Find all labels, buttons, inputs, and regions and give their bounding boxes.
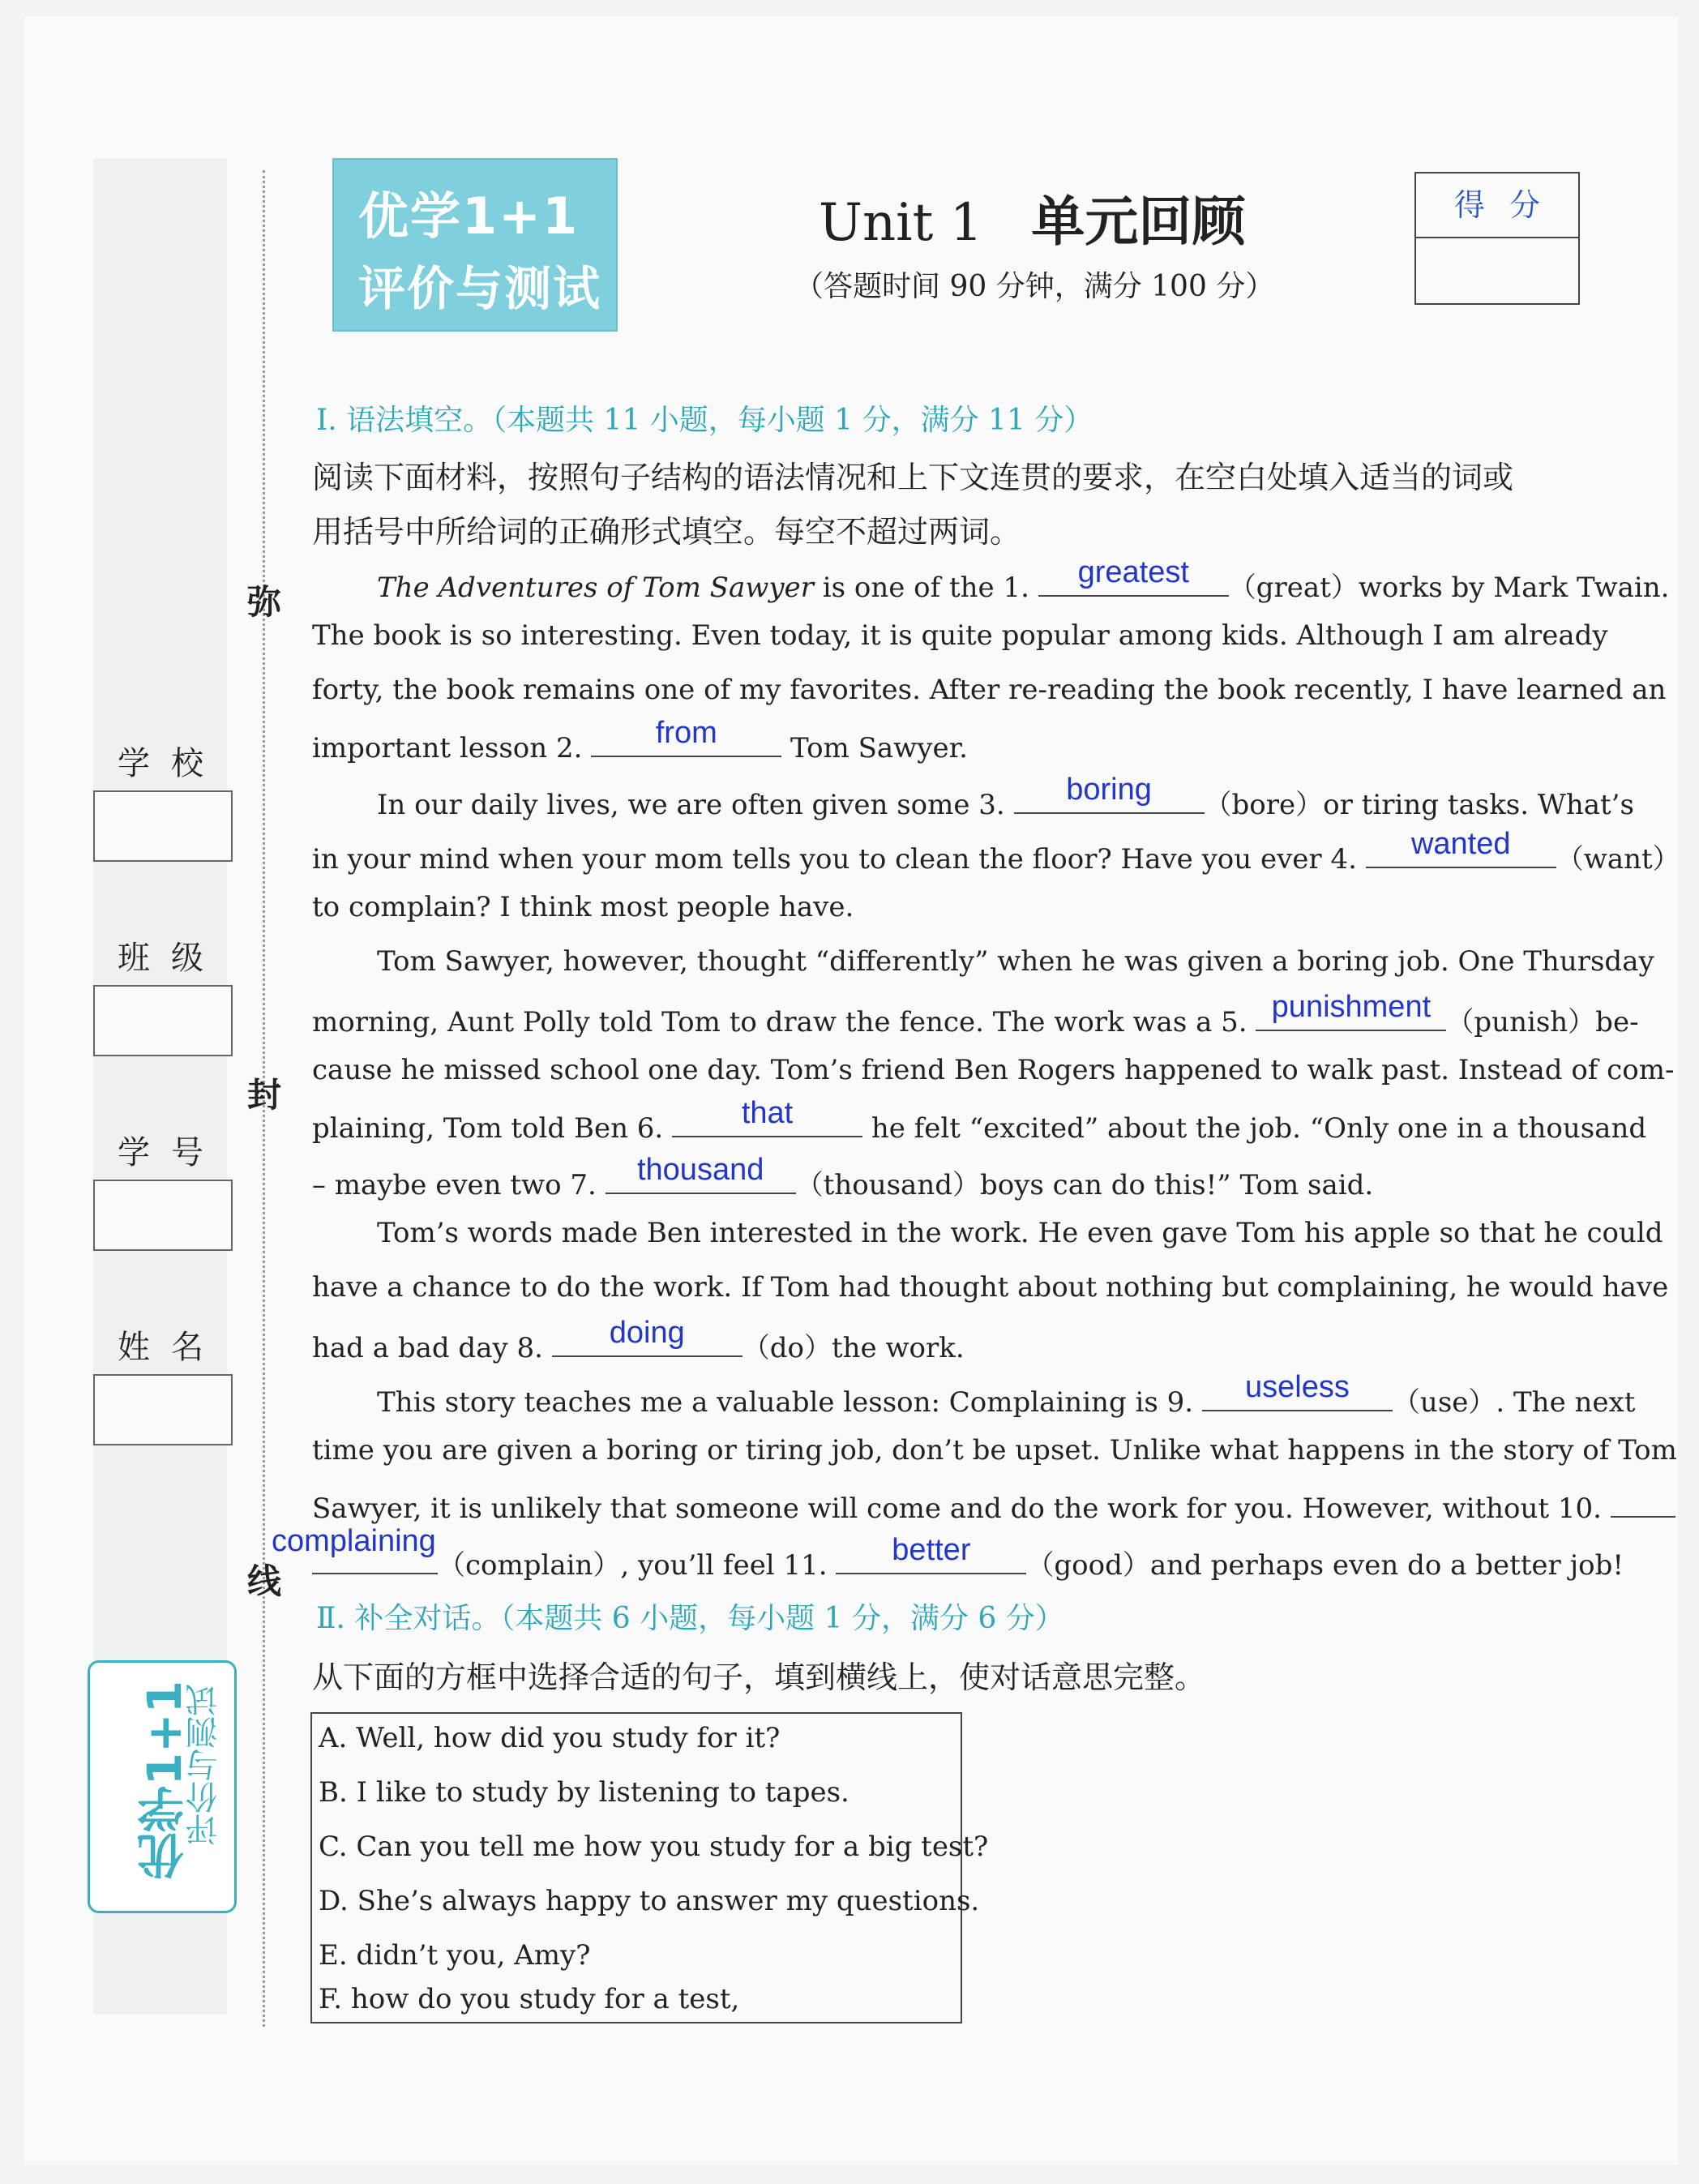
unit-title-cn: 单元回顾 — [1031, 190, 1246, 253]
passage-line: plaining, Tom told Ben 6. that he felt “excited” about the job. “Only one in a thousand — [312, 1096, 1647, 1145]
passage-line: Tom’s words made Ben interested in the work. He even gave Tom his apple so that he could — [377, 1217, 1663, 1249]
answer-5: punishment — [1271, 990, 1432, 1024]
logo-line1: 优学1+1 — [358, 186, 580, 246]
name-label: 姓名 — [118, 1329, 225, 1366]
answer-9: useless — [1245, 1370, 1350, 1404]
answer-2: from — [655, 716, 717, 750]
passage-line: （complain）, you’ll feel 11. better （good）and perhaps even do a better job! — [312, 1543, 1585, 1582]
section1-instr-line2: 用括号中所给词的正确形式填空。每空不超过两词。 — [312, 514, 1021, 550]
blank-2[interactable] — [591, 716, 781, 757]
class-label: 班级 — [118, 940, 225, 977]
blank-10[interactable] — [312, 1545, 438, 1574]
passage-line: cause he missed school one day. Tom’s friend Ben Rogers happened to walk past. Instead of com- — [312, 1054, 1675, 1086]
answer-8: doing — [609, 1316, 685, 1350]
option-f: F. how do you study for a test, — [319, 1983, 740, 2015]
blank-6[interactable] — [672, 1096, 862, 1137]
student-id-field[interactable] — [93, 1180, 233, 1251]
seal-char-xian: 线 — [247, 1561, 282, 1601]
option-c: C. Can you tell me how you study for a big test? — [319, 1831, 989, 1863]
section2-instr: 从下面的方框中选择合适的句子，填到横线上，使对话意思完整。 — [312, 1659, 1206, 1695]
blank-10-start[interactable] — [1611, 1488, 1675, 1518]
section2-title: Ⅱ. 补全对话。（本题共 6 小题，每小题 1 分，满分 6 分） — [316, 1602, 1064, 1635]
answer-3: boring — [1066, 773, 1152, 807]
passage-line: forty, the book remains one of my favorites. After re-reading the book recently, I have learned an — [312, 674, 1667, 706]
unit-label: Unit 1 — [819, 193, 983, 253]
student-id-label: 学号 — [118, 1134, 225, 1171]
passage-line: In our daily lives, we are often given some 3. boring （bore）or tiring tasks. What’s — [377, 773, 1634, 821]
option-e: E. didn’t you, Amy? — [319, 1939, 591, 1972]
passage-line: have a chance to do the work. If Tom had thought about nothing but complaining, he would have — [312, 1271, 1669, 1304]
blank-9[interactable] — [1202, 1370, 1393, 1411]
seal-char-feng: 封 — [247, 1075, 282, 1115]
passage-line: Tom Sawyer, however, thought “differently” when he was given a boring job. One Thursday — [377, 945, 1654, 978]
blank-8[interactable] — [552, 1316, 743, 1357]
vertical-logo-main: 优学1+1 — [137, 1681, 192, 1880]
answer-4: wanted — [1410, 827, 1511, 861]
passage-line: in your mind when your mom tells you to clean the floor? Have you ever 4. wanted （want） — [312, 827, 1680, 876]
school-label: 学校 — [118, 745, 225, 782]
vertical-logo-sub: 评价与测试 — [186, 1684, 223, 1846]
option-d: D. She’s always happy to answer my questions. — [319, 1885, 980, 1917]
logo-line2: 评价与测试 — [358, 261, 602, 316]
name-field[interactable] — [93, 1374, 233, 1445]
section1-instr-line1: 阅读下面材料，按照句子结构的语法情况和上下文连贯的要求，在空白处填入适当的词或 — [312, 460, 1514, 495]
school-field[interactable] — [93, 790, 233, 862]
book-title: The Adventures of Tom Sawyer — [377, 572, 814, 604]
answer-11: better — [892, 1533, 971, 1567]
answer-10: complaining — [272, 1524, 436, 1558]
option-a: A. Well, how did you study for it? — [319, 1722, 781, 1754]
blank-3[interactable] — [1014, 773, 1205, 814]
page-title — [819, 178, 1245, 255]
answer-7: thousand — [636, 1153, 764, 1187]
blank-7[interactable] — [606, 1153, 796, 1194]
score-box — [1414, 172, 1580, 305]
passage-line: The Adventures of Tom Sawyer is one of the 1. greatest （great）works by Mark Twain. — [377, 555, 1670, 604]
passage-line: The book is so interesting. Even today, it is quite popular among kids. Although I am already — [312, 619, 1608, 652]
time-note: （答题时间 90 分钟，满分 100 分） — [794, 270, 1275, 303]
blank-4[interactable] — [1366, 827, 1556, 868]
answer-1: greatest — [1077, 555, 1189, 589]
seal-char-mi: 弥 — [247, 582, 282, 622]
passage-line: This story teaches me a valuable lesson: Complaining is 9. useless （use）. The next — [377, 1370, 1636, 1419]
blank-11[interactable] — [836, 1533, 1026, 1574]
option-b: B. I like to study by listening to tapes. — [319, 1776, 850, 1809]
passage-line: morning, Aunt Polly told Tom to draw the fence. The work was a 5. punishment （punish）be- — [312, 990, 1639, 1038]
blank-1[interactable] — [1038, 555, 1229, 597]
brand-logo — [332, 158, 618, 332]
passage-line: – maybe even two 7. thousand （thousand）boys can do this!” Tom said. — [312, 1153, 1374, 1201]
vertical-brand-logo — [88, 1660, 237, 1913]
passage-line: had a bad day 8. doing （do）the work. — [312, 1316, 965, 1364]
score-label: 得分 — [1416, 173, 1578, 238]
section1-title: Ⅰ. 语法填空。（本题共 11 小题，每小题 1 分，满分 11 分） — [316, 404, 1093, 437]
passage-line: time you are given a boring or tiring job, don’t be upset. Unlike what happens in the story of Tom — [312, 1434, 1677, 1467]
passage-line: important lesson 2. from Tom Sawyer. — [312, 716, 968, 764]
class-field[interactable] — [93, 985, 233, 1056]
passage-line: to complain? I think most people have. — [312, 891, 854, 923]
passage-line: Sawyer, it is unlikely that someone will come and do the work for you. However, without 10. — [312, 1488, 1585, 1525]
blank-5[interactable] — [1256, 990, 1446, 1031]
answer-6: that — [741, 1096, 794, 1130]
options-box — [310, 1712, 989, 2023]
